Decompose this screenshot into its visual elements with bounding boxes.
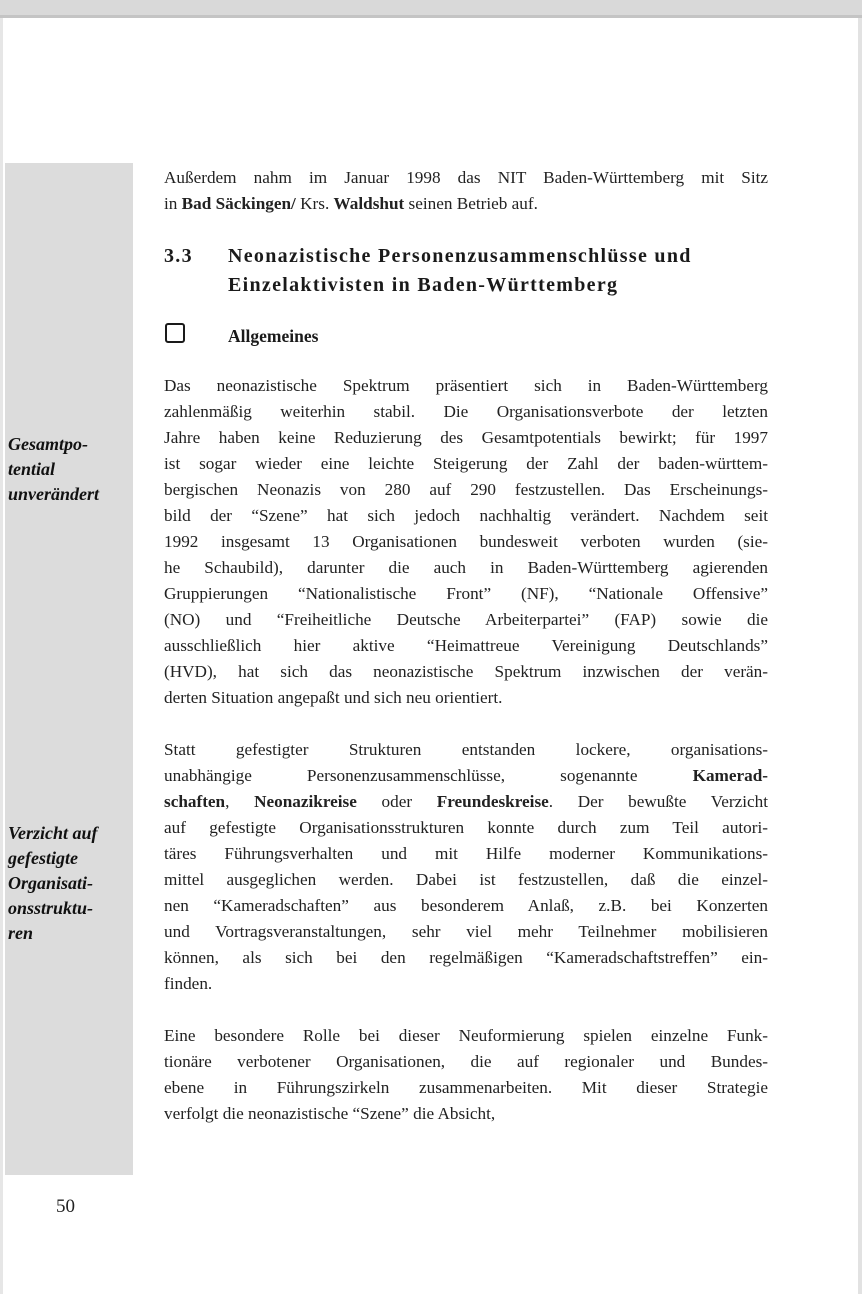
text-run: seinen Betrieb auf. bbox=[404, 194, 538, 213]
text-line: Gruppierungen “Nationalistische Front” (NF), “Nationale Offensive” bbox=[164, 584, 768, 603]
margin-note-verzicht bbox=[8, 821, 138, 946]
text-line: ebene in Führungszirkeln zusammenarbeiten. Mit dieser Strategie bbox=[164, 1078, 768, 1097]
bold-term: Kamerad- bbox=[692, 766, 768, 785]
text-run: Krs. bbox=[295, 194, 334, 213]
checkbox-icon bbox=[165, 323, 185, 343]
text-line: zahlenmäßig weiterhin stabil. Die Organisationsverbote der letzten bbox=[164, 402, 768, 421]
section-title-line: Einzelaktivisten in Baden-Württemberg bbox=[228, 274, 619, 296]
subheading: Allgemeines bbox=[228, 326, 319, 346]
margin-note-gesamtpotential bbox=[8, 432, 138, 507]
text-run: in bbox=[164, 194, 182, 213]
scan-left-edge bbox=[0, 18, 3, 1294]
paragraph-2 bbox=[164, 737, 768, 997]
bold-term: schaften bbox=[164, 792, 226, 811]
text-line: und Vortragsveranstaltungen, sehr viel mehr Teilnehmer mobilisieren bbox=[164, 922, 768, 941]
text-line: tionäre verbotener Organisationen, die auf regionaler und Bundes- bbox=[164, 1052, 768, 1071]
text-line: nen “Kameradschaften” aus besonderem Anlaß, z.B. bei Konzerten bbox=[164, 896, 768, 915]
paragraph-3 bbox=[164, 1023, 768, 1127]
text-line: Statt gefestigter Strukturen entstanden lockere, organisations- bbox=[164, 740, 768, 759]
text-run: oder bbox=[356, 792, 437, 811]
text-line: Außerdem nahm im Januar 1998 das NIT Baden-Württemberg mit Sitz bbox=[164, 168, 768, 187]
page-number: 50 bbox=[56, 1196, 75, 1217]
text-line bbox=[164, 789, 768, 815]
text-line: bergischen Neonazis von 280 auf 290 festzustellen. Das Erscheinungs- bbox=[164, 480, 768, 499]
text-line: täres Führungsverhalten und mit Hilfe moderner Kommunikations- bbox=[164, 844, 768, 863]
text-line: mittel ausgeglichen werden. Dabei ist festzustellen, daß die einzel- bbox=[164, 870, 768, 889]
margin-note-line: tential bbox=[8, 459, 56, 479]
text-line: derten Situation angepaßt und sich neu orientiert. bbox=[164, 688, 503, 707]
place-name: Bad Säckingen/ bbox=[181, 194, 296, 213]
margin-note-line: ren bbox=[8, 923, 34, 943]
text-line: können, als sich bei den regelmäßigen “Kameradschaftstreffen” ein- bbox=[164, 948, 768, 967]
text-run: , bbox=[225, 792, 255, 811]
text-line: finden. bbox=[164, 974, 213, 993]
margin-note-line: unverändert bbox=[8, 484, 100, 504]
margin-note-line: Organisati- bbox=[8, 873, 94, 893]
text-line: verfolgt die neonazistische “Szene” die Absicht, bbox=[164, 1104, 496, 1123]
paragraph-1 bbox=[164, 373, 768, 711]
text-line: Jahre haben keine Reduzierung des Gesamtpotentials bewirkt; für 1997 bbox=[164, 428, 768, 447]
text-line: he Schaubild), darunter die auch in Baden-Württemberg agierenden bbox=[164, 558, 768, 577]
text-line: bild der “Szene” hat sich jedoch nachhaltig verändert. Nachdem seit bbox=[164, 506, 768, 525]
text-line: ausschließlich hier aktive “Heimattreue Vereinigung Deutschlands” bbox=[164, 636, 768, 655]
text-line: (NO) und “Freiheitliche Deutsche Arbeiterpartei” (FAP) sowie die bbox=[164, 610, 768, 629]
scan-top-border bbox=[0, 0, 862, 18]
text-line: auf gefestigte Organisationsstrukturen konnte durch zum Teil autori- bbox=[164, 818, 768, 837]
text-line bbox=[164, 191, 768, 217]
text-line: Eine besondere Rolle bei dieser Neuformierung spielen einzelne Funk- bbox=[164, 1026, 768, 1045]
scan-right-edge bbox=[858, 18, 862, 1294]
text-run: . Der bewußte Verzicht bbox=[548, 792, 768, 811]
section-title-line: Neonazistische Personenzusammenschlüsse und bbox=[228, 245, 692, 267]
bold-term: Freundeskreise bbox=[436, 792, 549, 811]
margin-note-line: Gesamtpo- bbox=[8, 434, 88, 454]
text-line: Das neonazistische Spektrum präsentiert sich in Baden-Württemberg bbox=[164, 376, 768, 395]
text-line: ist sogar wieder eine leichte Steigerung der Zahl der baden-württem- bbox=[164, 454, 768, 473]
margin-column bbox=[5, 163, 133, 1175]
text-line: 1992 insgesamt 13 Organisationen bundesweit verboten wurden (sie- bbox=[164, 532, 768, 551]
bold-term: Neonazikreise bbox=[254, 792, 357, 811]
margin-note-line: gefestigte bbox=[8, 848, 78, 868]
section-title bbox=[228, 242, 774, 300]
intro-paragraph bbox=[164, 165, 768, 217]
text-line: (HVD), hat sich das neonazistische Spektrum inzwischen der verän- bbox=[164, 662, 768, 681]
section-number: 3.3 bbox=[164, 245, 193, 267]
margin-note-line: Verzicht auf bbox=[8, 823, 98, 843]
margin-note-line: onsstruktu- bbox=[8, 898, 94, 918]
text-run: unabhängige Personenzusammenschlüsse, sogenannte bbox=[164, 766, 693, 785]
place-name: Waldshut bbox=[333, 194, 405, 213]
text-line bbox=[164, 763, 768, 789]
